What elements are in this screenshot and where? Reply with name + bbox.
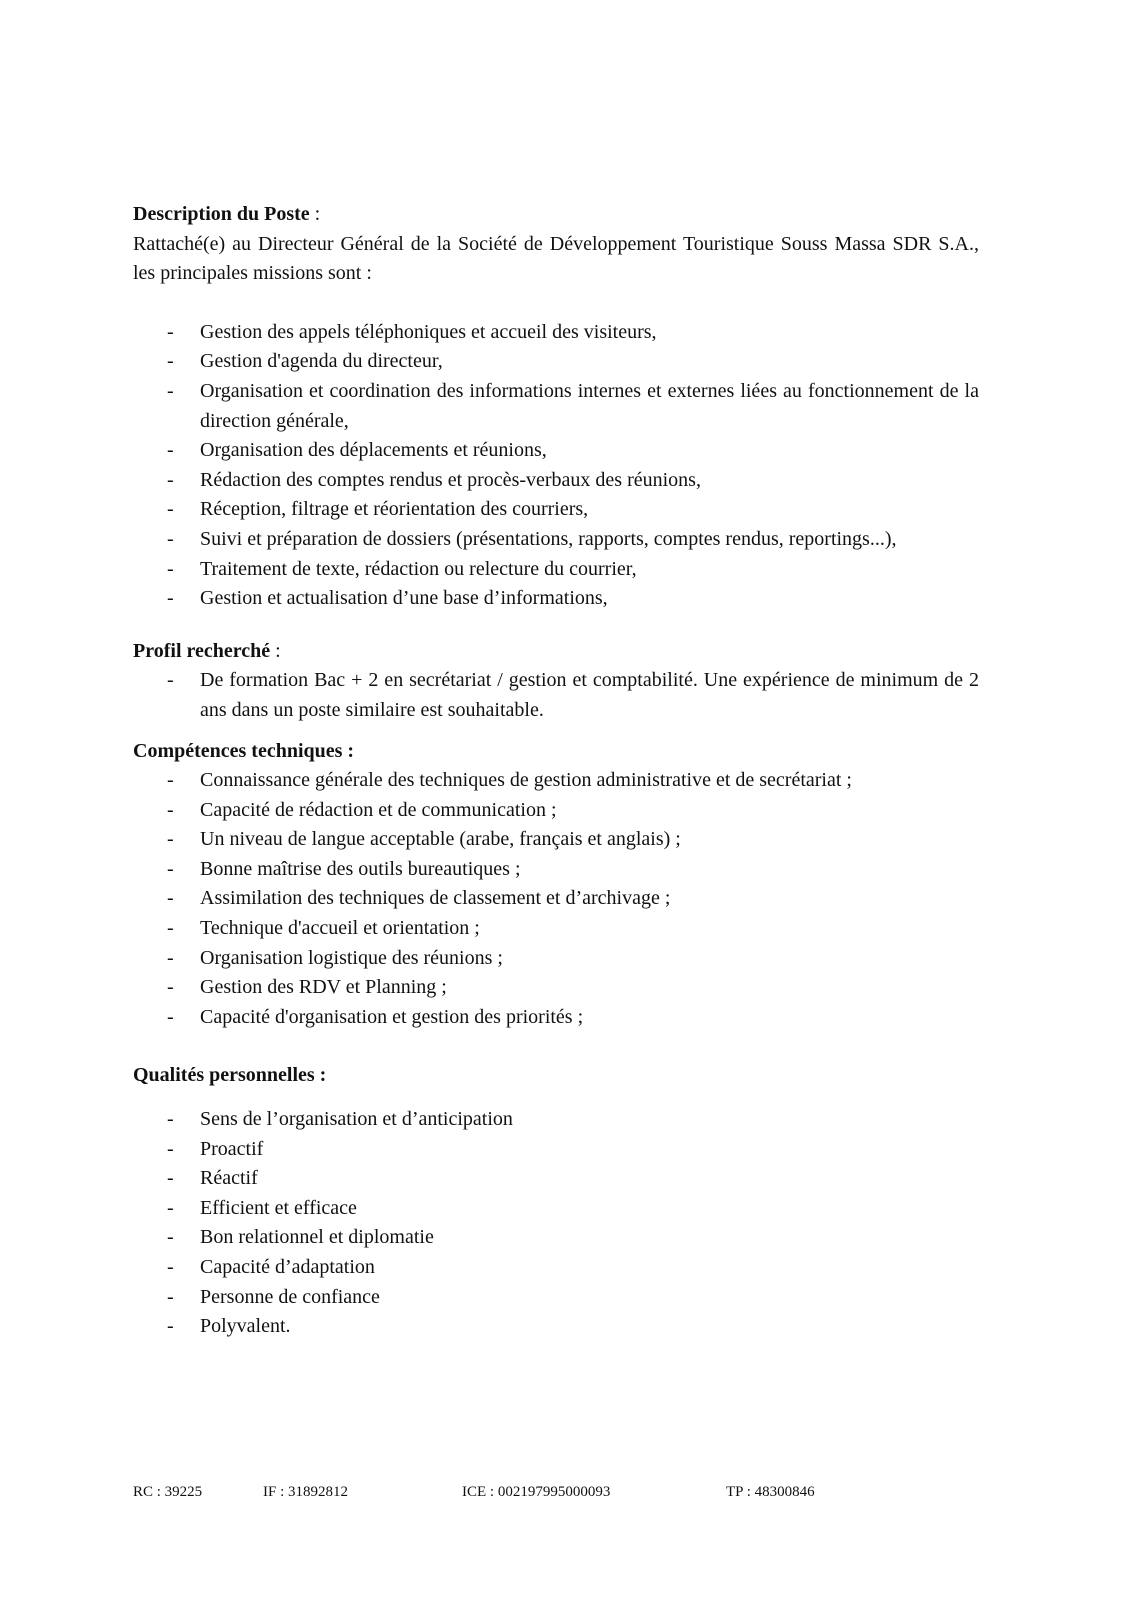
list-item <box>133 1194 979 1224</box>
dash-bullet-icon: - <box>167 1285 174 1308</box>
list-item-text: Sens de l’organisation et d’anticipation <box>200 1108 513 1131</box>
list-item <box>133 347 979 377</box>
list-item <box>133 377 979 436</box>
list-item <box>133 884 979 914</box>
list-item-text: Organisation et coordination des informations internes et externes liées au fonctionnement de la direction générale, <box>200 379 979 432</box>
heading-text: Compétences techniques : <box>133 739 355 762</box>
list-item-text: Gestion d'agenda du directeur, <box>200 350 443 373</box>
dash-bullet-icon: - <box>167 350 174 373</box>
list-item <box>133 796 979 826</box>
dash-bullet-icon: - <box>167 468 174 491</box>
footer-tp: TP : 48300846 <box>726 1484 815 1500</box>
list-item-text: Organisation des déplacements et réunions, <box>200 439 547 462</box>
list-item-text: Polyvalent. <box>200 1315 291 1338</box>
dash-bullet-icon: - <box>167 669 174 692</box>
list-item-text: Suivi et préparation de dossiers (présentations, rapports, comptes rendus, reportings...), <box>200 527 897 550</box>
section-competences <box>133 737 979 1033</box>
dash-bullet-icon: - <box>167 857 174 880</box>
list-item-text: Assimilation des techniques de classement et d’archivage ; <box>200 887 671 910</box>
list-item-text: Gestion et actualisation d’une base d’informations, <box>200 587 608 610</box>
section-heading-profil <box>133 637 979 667</box>
list-item-text: Capacité d’adaptation <box>200 1256 375 1278</box>
heading-text: Qualités personnelles : <box>133 1064 327 1087</box>
dash-bullet-icon: - <box>167 379 174 402</box>
list-item <box>133 666 979 725</box>
dash-bullet-icon: - <box>167 1137 174 1160</box>
heading-text: Description du Poste <box>133 203 310 225</box>
dash-bullet-icon: - <box>167 587 174 610</box>
list-item <box>133 825 979 855</box>
list-item <box>133 855 979 885</box>
list-item-text: Personne de confiance <box>200 1285 380 1308</box>
list-item <box>133 766 979 796</box>
dash-bullet-icon: - <box>167 320 174 343</box>
list-item-text: Bon relationnel et diplomatie <box>200 1226 434 1249</box>
list-item-text: De formation Bac + 2 en secrétariat / gestion et comptabilité. Une expérience de minimum de 2 ans dans un poste similaire est souhaitable. <box>200 669 979 721</box>
list-item-text: Capacité d'organisation et gestion des priorités ; <box>200 1005 584 1028</box>
profil-list <box>133 666 979 725</box>
section-heading-qualites <box>133 1061 979 1091</box>
dash-bullet-icon: - <box>167 1167 174 1190</box>
list-item-text: Gestion des RDV et Planning ; <box>200 976 447 999</box>
section-profil <box>133 637 979 726</box>
list-item-text: Réception, filtrage et réorientation des courriers, <box>200 498 589 521</box>
list-item <box>133 1312 979 1342</box>
dash-bullet-icon: - <box>167 976 174 999</box>
list-item <box>133 914 979 944</box>
dash-bullet-icon: - <box>167 527 174 550</box>
list-item-text: Technique d'accueil et orientation ; <box>200 917 480 940</box>
dash-bullet-icon: - <box>167 1256 174 1278</box>
dash-bullet-icon: - <box>167 498 174 521</box>
list-item-text: Connaissance générale des techniques de gestion administrative et de secrétariat ; <box>200 769 852 792</box>
dash-bullet-icon: - <box>167 798 174 821</box>
footer-ice: ICE : 002197995000093 <box>462 1484 611 1500</box>
dash-bullet-icon: - <box>167 439 174 462</box>
list-item-text: Organisation logistique des réunions ; <box>200 946 503 969</box>
competences-list <box>133 766 979 1032</box>
dash-bullet-icon: - <box>167 1315 174 1338</box>
list-item-text: Traitement de texte, rédaction ou relecture du courrier, <box>200 557 637 580</box>
dash-bullet-icon: - <box>167 887 174 910</box>
heading-suffix: : <box>270 639 281 662</box>
list-item <box>133 1135 979 1165</box>
dash-bullet-icon: - <box>167 946 174 969</box>
list-item <box>133 495 979 525</box>
list-item-text: Proactif <box>200 1137 264 1160</box>
section-qualites <box>133 1061 979 1341</box>
list-item-text: Réactif <box>200 1167 258 1190</box>
list-item <box>133 466 979 496</box>
list-item <box>133 1253 979 1283</box>
missions-list <box>133 318 979 614</box>
heading-suffix: : <box>309 203 321 225</box>
dash-bullet-icon: - <box>167 1196 174 1219</box>
list-item <box>133 1164 979 1194</box>
list-item-text: Bonne maîtrise des outils bureautiques ; <box>200 857 521 880</box>
footer-if: IF : 31892812 <box>263 1484 349 1500</box>
list-item <box>133 584 979 614</box>
heading-text: Profil recherché <box>133 639 271 662</box>
footer-rc: RC : 39225 <box>133 1484 203 1500</box>
qualites-list <box>133 1105 979 1342</box>
list-item-text: Rédaction des comptes rendus et procès-verbaux des réunions, <box>200 468 701 491</box>
company-registration-footer <box>133 1482 893 1502</box>
section-heading-competences <box>133 737 979 767</box>
dash-bullet-icon: - <box>167 1226 174 1249</box>
list-item-text: Efficient et efficace <box>200 1196 357 1219</box>
list-item <box>133 436 979 466</box>
description-intro: Rattaché(e) au Directeur Général de la Société de Développement Touristique Souss Massa SDR S.A., les principales missions sont : <box>133 232 979 285</box>
dash-bullet-icon: - <box>167 557 174 580</box>
list-item-text: Un niveau de langue acceptable (arabe, français et anglais) ; <box>200 828 681 851</box>
list-item <box>133 1283 979 1313</box>
dash-bullet-icon: - <box>167 769 174 792</box>
list-item-text: Gestion des appels téléphoniques et accueil des visiteurs, <box>200 320 657 343</box>
section-description <box>133 200 979 614</box>
dash-bullet-icon: - <box>167 828 174 851</box>
dash-bullet-icon: - <box>167 1005 174 1028</box>
list-item-text: Capacité de rédaction et de communication ; <box>200 798 557 821</box>
list-item <box>133 525 979 555</box>
list-item <box>133 944 979 974</box>
list-item <box>133 555 979 585</box>
list-item <box>133 318 979 348</box>
dash-bullet-icon: - <box>167 917 174 940</box>
dash-bullet-icon: - <box>167 1108 174 1131</box>
list-item <box>133 1003 979 1033</box>
list-item <box>133 1105 979 1135</box>
list-item <box>133 1223 979 1253</box>
section-heading-description <box>133 200 979 230</box>
list-item <box>133 973 979 1003</box>
job-description-page <box>133 200 979 1342</box>
